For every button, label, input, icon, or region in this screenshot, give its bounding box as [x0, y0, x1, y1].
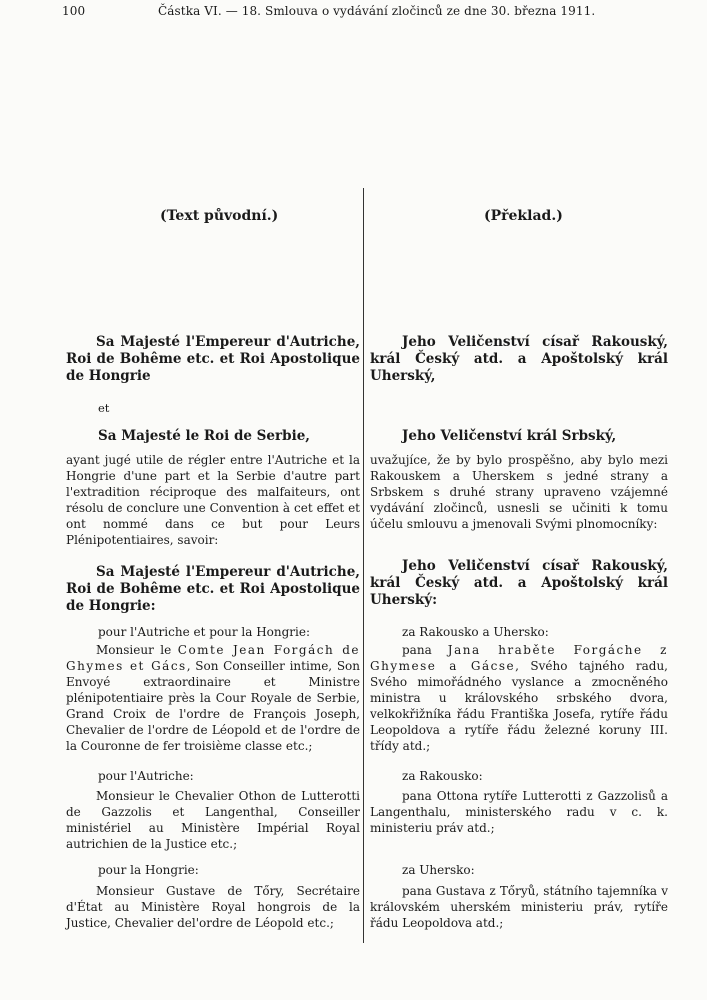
left-forgach-name: Comte Jean Forgách de Ghymes et Gács [66, 643, 360, 673]
right-preamble: uvažujíce, že by bylo prospěšno, aby bylo mezi Rakouskem a Uherskem s jedné strany a Srbskem s druhé strany upraveno vzájemné vydávání zločinců, usnesli se učiniti k tomu účelu smlouvu a jmenovali Svými plnomocníky: [370, 453, 668, 531]
right-plenipotentiary-forgach [370, 642, 668, 754]
left-for-both: pour l'Autriche et pour la Hongrie: [98, 625, 311, 639]
left-for-austria: pour l'Autriche: [98, 769, 194, 783]
right-plenipotentiary-tory: pana Gustava z Tőryů, státního tajemníka v královském uherském ministeriu práv, rytíře řádu Leopoldova atd.; [370, 884, 668, 930]
right-forgach-prefix: pana [402, 643, 448, 657]
left-forgach-prefix: Monsieur le [96, 643, 178, 657]
left-party-austria: Sa Majesté l'Empereur d'Autriche, Roi de Bohême etc. et Roi Apostolique de Hongrie [66, 334, 360, 384]
right-forgach-rest: , Svého tajného radu, Svého mimořádného vyslance a zmocněného ministra u královského srbského dvora, velkokřižníka řádu Františka Josefa, rytíře řádu Leopoldova a rytíře řádu železné koruny III. třídy atd.; [370, 659, 668, 753]
right-for-hungary: za Uhersko: [402, 863, 475, 877]
left-party-serbia: Sa Majesté le Roi de Serbie, [98, 428, 310, 444]
right-column-heading: (Překlad.) [484, 208, 563, 224]
page-header [62, 4, 677, 24]
left-forgach-rest: , Son Conseiller intime, Son Envoyé extraordinaire et Ministre plénipotentiaire près la Cour Royale de Serbie, Grand Croix de l'ordre de François Joseph, Chevalier de l'ordre de Léopold et de l'ordre de la Couronne de fer troisième classe etc.; [66, 659, 361, 753]
right-forgach-name: Jana hraběte Forgáche z Ghymese a Gácse [370, 643, 668, 673]
left-for-hungary: pour la Hongrie: [98, 863, 199, 877]
right-plenipotentiary-lutterotti: pana Ottona rytíře Lutterotti z Gazzolisů a Langenthalu, ministerského radu v c. k. ministeriu práv atd.; [370, 789, 668, 835]
right-party-austria-repeat: Jeho Veličenství císař Rakouský, král Český atd. a Apoštolský král Uherský: [370, 558, 668, 608]
left-plenipotentiary-forgach [66, 642, 360, 754]
left-column-heading: (Text původní.) [160, 208, 279, 224]
running-title: Částka VI. — 18. Smlouva o vydávání zločinců ze dne 30. března 1911. [158, 4, 596, 18]
left-plenipotentiary-lutterotti: Monsieur le Chevalier Othon de Lutterotti de Gazzolis et Langenthal, Conseiller ministériel au Ministère Impérial Royal autrichien de la Justice etc.; [66, 789, 360, 851]
left-conjunction: et [98, 401, 110, 415]
left-party-austria-repeat: Sa Majesté l'Empereur d'Autriche, Roi de Bohême etc. et Roi Apostolique de Hongrie: [66, 564, 360, 614]
right-for-austria: za Rakousko: [402, 769, 483, 783]
left-preamble: ayant jugé utile de régler entre l'Autriche et la Hongrie d'une part et la Serbie d'autre part l'extradition réciproque des malfaiteurs, ont résolu de conclure une Convention à cet effet et ont nommé dans ce but pour Leurs Plénipotentiaires, savoir: [66, 453, 360, 547]
right-party-austria: Jeho Veličenství císař Rakouský, král Český atd. a Apoštolský král Uherský, [370, 334, 668, 384]
page-number: 100 [62, 4, 86, 18]
right-party-serbia: Jeho Veličenství král Srbský, [402, 428, 617, 444]
right-for-both: za Rakousko a Uhersko: [402, 625, 549, 639]
left-plenipotentiary-tory: Monsieur Gustave de Tőry, Secrétaire d'État au Ministère Royal hongrois de la Justice, Chevalier del'ordre de Léopold etc.; [66, 884, 360, 930]
column-divider [363, 188, 364, 943]
